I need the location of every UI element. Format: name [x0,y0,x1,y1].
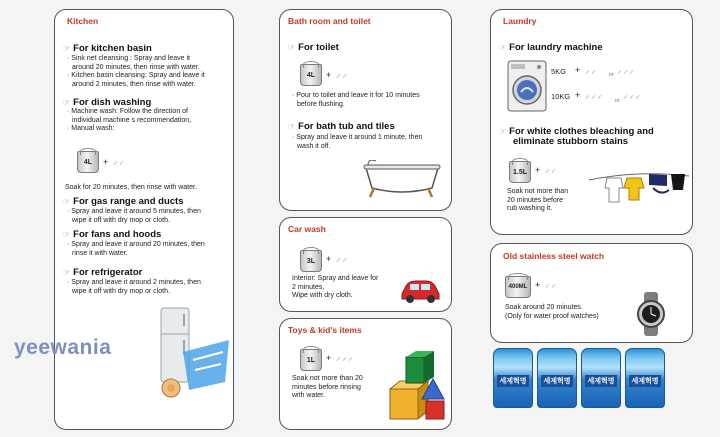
spoon-icon: ⸝⸝ [585,65,597,76]
watermark: yeewania [14,336,112,359]
pointer-icon: ☞ [288,122,296,131]
pointer-icon: ☞ [499,43,507,52]
carwash-text: Interior: Spray and leave for 2 minutes, Wipe with dry cloth. [292,275,379,300]
fans-hoods-heading: ☞ For fans and hoods [63,229,162,240]
plus-sign: + [326,70,332,80]
product-label: 세제혁명 [541,375,573,387]
toys-panel [279,318,452,430]
dish-washing-text: · Machine wash: Follow the direction of individual machine s recommendation, · Manual wash: [67,108,192,133]
toy-blocks-icon [386,349,448,425]
refrigerator-text: · Spray and leave it around 2 minutes, then wipe it off with dry mop or cloth. [67,279,201,295]
or-label: or [615,98,620,104]
bucket-icon: 1.5L [509,161,531,183]
spoon-icon: ⸝⸝⸝ [585,90,603,101]
kitchen-basin-heading: ☞ For kitchen basin [63,43,152,54]
dish-washing-heading: ☞ For dish washing [63,97,152,108]
spoon-icon: ⸝⸝ [336,253,348,264]
toilet-heading: ☞ For toilet [288,42,339,53]
product-label: 세제혁명 [497,375,529,387]
toys-title: Toys & kid's items [288,325,362,335]
gas-range-text: · Spray and leave it around 5 minutes, then wipe it off with dry mop or cloth. [67,208,201,224]
watch-title: Old stainless steel watch [503,251,605,261]
product-jar-1 [493,348,533,408]
plus-sign: + [575,65,581,75]
bathtub-icon [362,160,442,200]
watch-panel [490,243,693,343]
product-jar-4 [625,348,665,408]
spoon-icon: ⸝⸝⸝ [617,65,635,76]
bucket-icon: 4L [77,151,99,173]
product-jar-3 [581,348,621,408]
gas-range-heading: ☞ For gas range and ducts [63,196,184,207]
toys-text: Soak not more than 20 minutes before rinsing with water. [292,375,363,400]
white-clothes-heading: ☞ For white clothes bleaching and eliminate stubborn stains [499,126,654,147]
pointer-icon: ☞ [63,268,71,277]
pointer-icon: ☞ [63,44,71,53]
plus-sign: + [326,254,332,264]
pointer-icon: ☞ [63,98,71,107]
laundry-panel [490,9,693,235]
clothesline-icon [587,166,691,212]
bathroom-panel [279,9,452,211]
plus-sign: + [535,165,541,175]
product-label: 세제혁명 [585,375,617,387]
refrigerator-heading: ☞ For refrigerator [63,267,143,278]
plus-sign: + [326,353,332,363]
kitchen-panel [54,9,234,430]
pointer-icon: ☞ [288,43,296,52]
bathtub-heading: ☞ For bath tub and tiles [288,121,395,132]
pointer-icon: ☞ [63,197,71,206]
fans-hoods-text: · Spray and leave it around 20 minutes, then rinse it with water. [67,241,205,257]
or-label: or [609,72,614,78]
kitchen-basin-text: · Sink net cleansing : Spray and leave it around 20 minutes, then rinse with water. · Kitchen basin cleansing: Spray and leave it around 2 minutes, then rinse with water. [67,55,205,88]
spoon-icon: ⸝⸝ [545,164,557,175]
laundry-title: Laundry [503,16,537,26]
carwash-panel [279,217,452,312]
pointer-icon: ☞ [499,127,507,136]
toilet-text: · Pour to toilet and leave it for 10 minutes before flushing. [292,92,420,108]
watch-text: Soak around 20 minutes. (Only for water proof watches) [505,304,599,320]
bucket-icon: 400ML [505,276,531,298]
product-jar-2 [537,348,577,408]
spoon-icon: ⸝⸝ [113,156,125,167]
plus-sign: + [535,280,541,290]
laundry-5kg-label: 5KG [551,67,567,76]
washing-machine-icon [507,60,547,112]
dish-soak-text: Soak for 20 minutes, then rinse with water. [65,184,197,191]
spoon-icon: ⸝⸝⸝ [623,90,641,101]
plus-sign: + [575,90,581,100]
laundry-machine-heading: ☞ For laundry machine [499,42,603,53]
bucket-icon: 3L [300,250,322,272]
watch-icon [631,292,671,336]
spoon-icon: ⸝⸝⸝ [336,352,354,363]
product-label: 세제혁명 [629,375,661,387]
white-clothes-text: Soak not more than 20 minutes before rub washing it. [507,188,569,213]
kitchen-title: Kitchen [67,16,99,26]
bathroom-title: Bath room and toilet [288,16,371,26]
spoon-icon: ⸝⸝ [545,279,557,290]
kitchen-illustration [153,300,233,400]
plus-sign: + [103,157,109,167]
bucket-icon: 4L [300,64,322,86]
bathtub-text: · Spray and leave it around 1 minute, then wash it off. [292,134,423,150]
spoon-icon: ⸝⸝ [336,69,348,80]
laundry-10kg-label: 10KG [551,92,571,101]
pointer-icon: ☞ [63,230,71,239]
carwash-title: Car wash [288,224,326,234]
bucket-icon: 1L [300,349,322,371]
car-icon [398,276,442,304]
